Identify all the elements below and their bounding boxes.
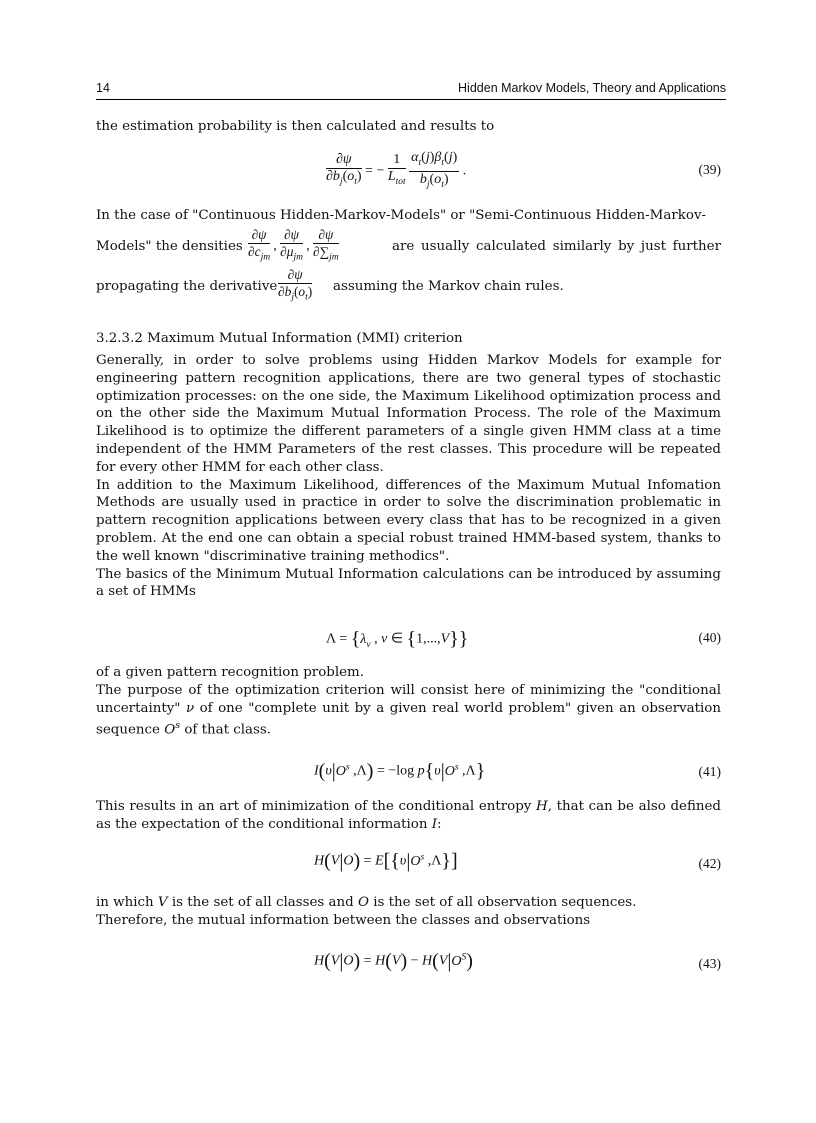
equation-39-body: $\frac{\partial\psi}{\partial b_j(o_t)}$ = − $\frac{1}{L_{tot}}$ $\frac{\alpha_t(j)\beta_t(j)}{b_j(o_t)}$ . xyxy=(326,150,467,190)
propagating-derivative: $\frac{\partial\psi}{\partial b_j(o_t)}$ xyxy=(278,266,313,303)
intro-text: the estimation probability is then calculated and results to xyxy=(96,119,495,134)
page-number: 14 xyxy=(96,81,110,95)
paragraph-5 xyxy=(96,798,721,834)
observation-set-symbol: O xyxy=(357,895,369,910)
after-40-paragraph xyxy=(96,664,721,740)
after42-part-a: in which xyxy=(96,895,154,910)
observation-symbol: O xyxy=(164,722,176,738)
para4-part-a: The purpose of the optimization criterion will consist here of minimizing the "conditional uncertainty" xyxy=(96,682,721,716)
paragraph-5-block xyxy=(96,798,721,834)
after-42-line-1 xyxy=(96,894,721,912)
propagating-post: assuming the Markov chain rules. xyxy=(333,278,564,294)
densities-post: are usually calculated similarly by just further xyxy=(392,238,721,254)
equation-number-40: (40) xyxy=(698,630,721,645)
section-heading: 3.2.3.2 Maximum Mutual Information (MMI) criterion xyxy=(96,331,463,346)
section-heading-block xyxy=(96,330,721,348)
equation-number-42: (42) xyxy=(698,856,721,871)
equation-number-41: (41) xyxy=(698,764,721,779)
para4-part-b: of one "complete unit by a given real world problem" given an observation sequence xyxy=(96,700,721,738)
equation-43 xyxy=(96,950,721,978)
continuous-line-1: In the case of "Continuous Hidden-Markov-Models" or "Semi-Continuous Hidden-Markov- xyxy=(96,208,707,223)
para5-part-b: , that can be also defined as the expectation of the conditional information xyxy=(96,799,721,832)
intro-paragraph xyxy=(96,118,721,136)
equation-number-39: (39) xyxy=(698,162,721,177)
density-derivatives: $\frac{\partial\psi}{\partial c_{jm}}$ , $\frac{\partial\psi}{\partial\mu_{jm}}$ , $\frac{\partial\psi}{\partial\sum_{jm}}$ xyxy=(248,226,339,263)
equation-43-body: $H(V|O) = H(V) - H(V|O^S)$ xyxy=(314,950,473,972)
equation-41-body: $I(\upsilon|O^s$ ,Λ) = −log $p\{\upsilon|O^s$ ,Λ} xyxy=(314,760,486,782)
after42-part-b: is the set of all classes and xyxy=(171,895,354,910)
running-title: Hidden Markov Models, Theory and Applications xyxy=(458,81,726,95)
equation-40 xyxy=(96,628,721,652)
superscript-s: s xyxy=(175,720,181,732)
equation-42-body: $H(V|O) = E[\{\upsilon|O^s$ ,Λ}] xyxy=(314,850,458,872)
paragraph-4 xyxy=(96,682,721,740)
densities-line xyxy=(96,227,721,267)
after42-part-c: is the set of all observation sequences. xyxy=(373,895,637,910)
running-header xyxy=(96,80,726,100)
equation-39 xyxy=(96,150,721,194)
after-42-paragraph xyxy=(96,894,721,930)
paragraph-3: The basics of the Minimum Mutual Information calculations can be introduced by assuming a set of HMMs xyxy=(96,566,721,600)
nu-symbol: ν xyxy=(185,700,195,716)
class-set-symbol: V xyxy=(157,895,168,910)
equation-41 xyxy=(96,760,721,788)
after-40-text: of a given pattern recognition problem. xyxy=(96,665,365,680)
para5-part-c: : xyxy=(437,816,442,832)
information-symbol: I xyxy=(431,816,438,832)
densities-pre: Models" the densities xyxy=(96,238,243,254)
equation-40-body: $\Lambda = \{\lambda_\nu$ , ν ∈ {1,...,V}} xyxy=(326,628,469,650)
paragraph-1: Generally, in order to solve problems using Hidden Markov Models for example for engineering pattern recognition applications, there are two general types of stochastic optimization processes: on the one side, the Maximum Likelihood optimization process and on the other side the Maximum Mutual Information Process. The role of the Maximum Likelihood is to optimize the different parameters of a single given HMM class at a time independent of the HMM Parameters of the rest classes. This procedure will be repeated for every other HMM for each other class. xyxy=(96,353,721,475)
equation-42 xyxy=(96,850,721,880)
entropy-symbol: H xyxy=(536,799,548,814)
propagating-pre: propagating the derivative xyxy=(96,278,278,294)
continuous-paragraph xyxy=(96,207,721,305)
after-42-line-2: Therefore, the mutual information between the classes and observations xyxy=(96,912,591,928)
para5-part-a: This results in an art of minimization of the conditional entropy xyxy=(96,799,532,814)
equation-number-43: (43) xyxy=(698,956,721,971)
para4-part-c: of that class. xyxy=(184,722,272,738)
paragraph-2: In addition to the Maximum Likelihood, differences of the Maximum Mutual Infomation Methods are usually used in practice in order to solve the discrimination problematic in pattern recognition applications between every class that has to be recognized in a given problem. At the end one can obtain a special robust trained HMM-based system, thanks to the well known "discriminative training methodics". xyxy=(96,477,721,564)
propagating-line xyxy=(96,267,721,305)
mmi-paragraphs xyxy=(96,352,721,601)
